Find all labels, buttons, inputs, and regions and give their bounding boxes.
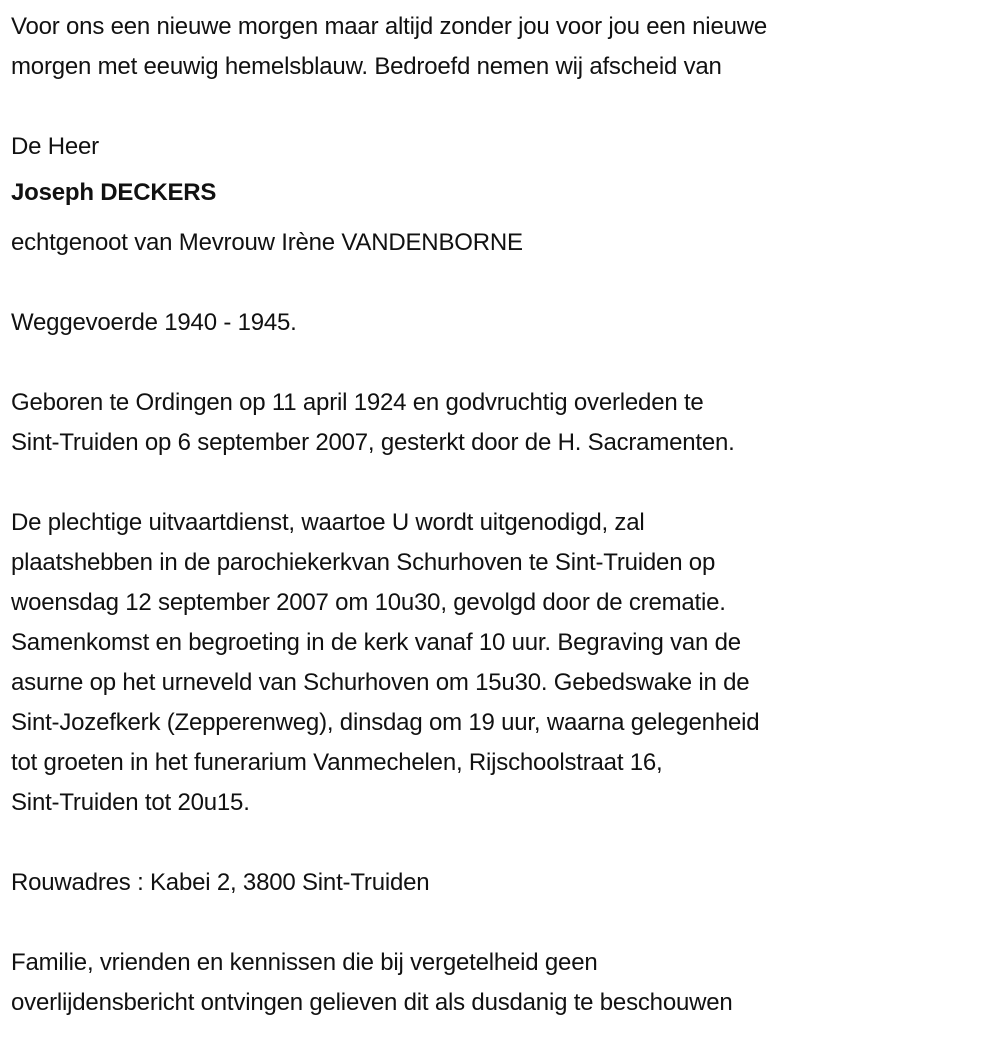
birth-death-line: Sint-Truiden op 6 september 2007, gesterkt door de H. Sacramenten. [11, 429, 735, 456]
funeral-line: De plechtige uitvaartdienst, waartoe U wordt uitgenodigd, zal [11, 509, 645, 536]
funeral-line: Samenkomst en begroeting in de kerk vanaf 10 uur. Begraving van de [11, 629, 741, 656]
funeral-line: woensdag 12 september 2007 om 10u30, gevolgd door de crematie. [11, 589, 726, 616]
spouse-line: echtgenoot van Mevrouw Irène VANDENBORNE [11, 229, 523, 256]
spacer [11, 343, 1000, 383]
funeral-line: plaatshebben in de parochiekerkvan Schurhoven te Sint-Truiden op [11, 549, 716, 576]
spacer [11, 263, 1000, 303]
closing-line: Familie, vrienden en kennissen die bij vergetelheid geen [11, 949, 598, 976]
mourning-address: Rouwadres : Kabei 2, 3800 Sint-Truiden [11, 869, 430, 896]
deceased-name: Joseph DECKERS [11, 179, 217, 206]
spacer [11, 823, 1000, 863]
intro-line: morgen met eeuwig hemelsblauw. Bedroefd nemen wij afscheid van [11, 53, 722, 80]
funeral-line: tot groeten in het funerarium Vanmechelen, Rijschoolstraat 16, [11, 749, 663, 776]
closing-line: overlijdensbericht ontvingen gelieven dit als dusdanig te beschouwen [11, 989, 733, 1016]
intro-line: Voor ons een nieuwe morgen maar altijd zonder jou voor jou een nieuwe [11, 13, 768, 40]
spacer [11, 903, 1000, 943]
spacer [11, 87, 1000, 127]
funeral-line: asurne op het urneveld van Schurhoven om 15u30. Gebedswake in de [11, 669, 750, 696]
honorific: De Heer [11, 133, 99, 160]
funeral-line: Sint-Jozefkerk (Zepperenweg), dinsdag om 19 uur, waarna gelegenheid [11, 709, 760, 736]
funeral-line: Sint-Truiden tot 20u15. [11, 789, 250, 816]
spacer [11, 463, 1000, 503]
deported-line: Weggevoerde 1940 - 1945. [11, 309, 297, 336]
birth-death-line: Geboren te Ordingen op 11 april 1924 en godvruchtig overleden te [11, 389, 704, 416]
